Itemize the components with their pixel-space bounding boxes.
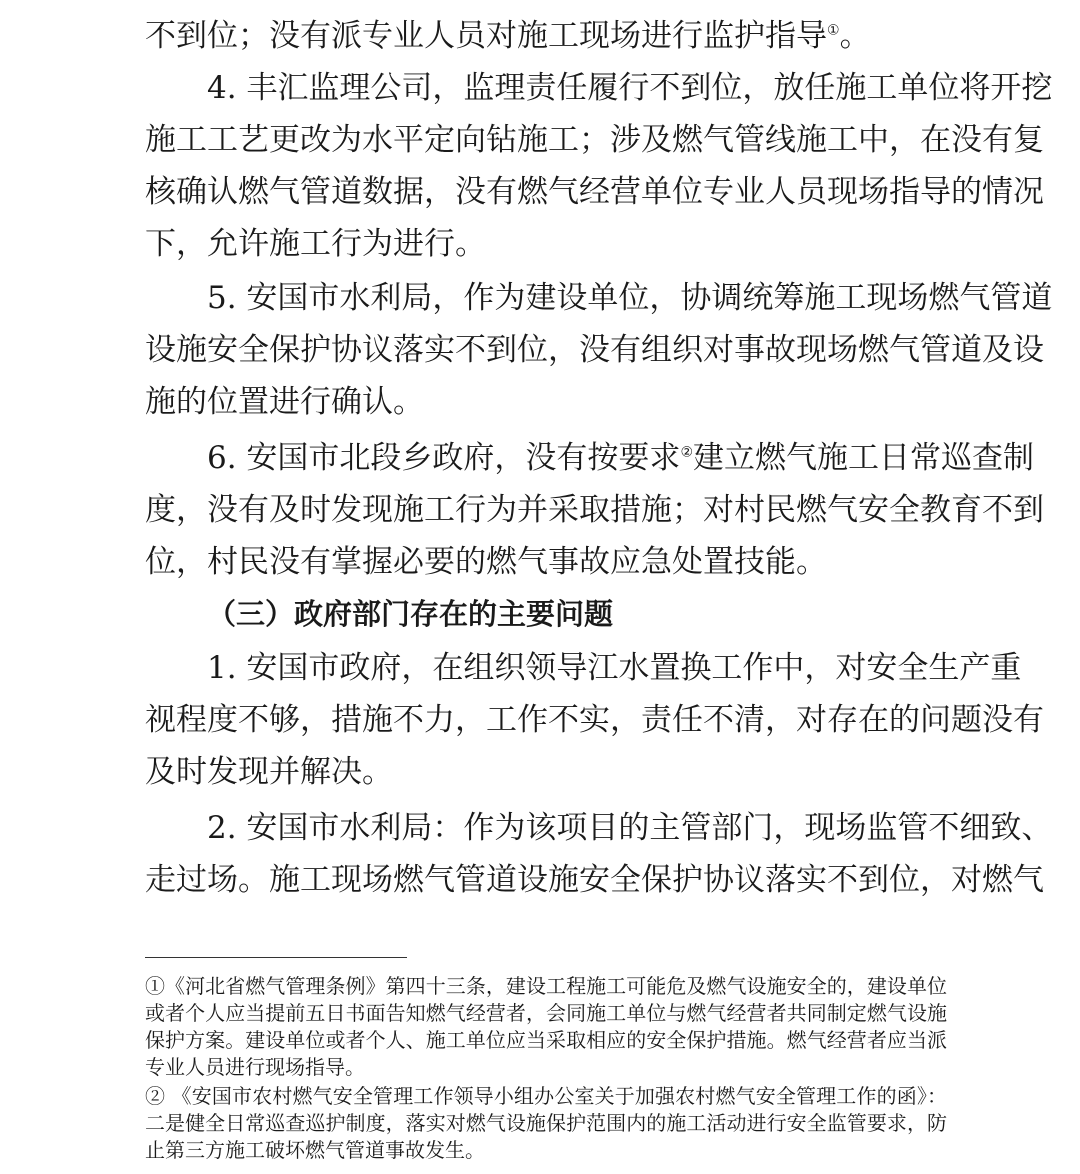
body-line-9: 6. 安国市北段乡政府，没有按要求②建立燃气施工日常巡查制 (207, 440, 1034, 476)
footnote-ref-1[interactable]: ① (827, 22, 840, 39)
body-line-10: 度，没有及时发现施工行为并采取措施；对村民燃气安全教育不到 (145, 492, 1044, 528)
footnote-2-line-1: ② 《安国市农村燃气安全管理工作领导小组办公室关于加强农村燃气安全管理工作的函》： (145, 1084, 947, 1108)
body-line-14: 视程度不够，措施不力，工作不实，责任不清，对存在的问题没有 (145, 702, 1044, 738)
footnote-2-line-2: 二是健全日常巡查巡护制度，落实对燃气设施保护范围内的施工活动进行安全监管要求，防 (145, 1111, 947, 1135)
footnote-divider (145, 957, 407, 958)
body-line-15: 及时发现并解决。 (145, 754, 393, 790)
body-line-4: 核确认燃气管道数据，没有燃气经营单位专业人员现场指导的情况 (145, 174, 1044, 210)
body-line-11: 位，村民没有掌握必要的燃气事故应急处置技能。 (145, 544, 827, 580)
body-line-5: 下，允许施工行为进行。 (145, 226, 486, 262)
body-line-2: 4. 丰汇监理公司，监理责任履行不到位，放任施工单位将开挖 (207, 70, 1053, 106)
footnote-2-line-3: 止第三方施工破坏燃气管道事故发生。 (145, 1138, 485, 1162)
body-line-16: 2. 安国市水利局：作为该项目的主管部门，现场监管不细致、 (207, 810, 1053, 846)
body-line-7: 设施安全保护协议落实不到位，没有组织对事故现场燃气管道及设 (145, 332, 1044, 368)
footnote-1-line-1: ①《河北省燃气管理条例》第四十三条，建设工程施工可能危及燃气设施安全的，建设单位 (145, 974, 947, 998)
section-heading: （三）政府部门存在的主要问题 (207, 597, 614, 631)
body-line-3: 施工工艺更改为水平定向钻施工；涉及燃气管线施工中，在没有复 (145, 122, 1044, 158)
footnote-1-line-4: 专业人员进行现场指导。 (145, 1055, 365, 1079)
body-line-8: 施的位置进行确认。 (145, 384, 424, 420)
body-line-1: 不到位；没有派专业人员对施工现场进行监护指导①。 (145, 18, 871, 54)
body-line-13: 1. 安国市政府，在组织领导江水置换工作中，对安全生产重 (207, 650, 1022, 686)
footnote-1-line-3: 保护方案。建设单位或者个人、施工单位应当采取相应的安全保护措施。燃气经营者应当派 (145, 1028, 947, 1052)
body-line-6: 5. 安国市水利局，作为建设单位，协调统筹施工现场燃气管道 (207, 280, 1053, 316)
footnote-ref-2[interactable]: ② (680, 444, 693, 461)
body-line-17: 走过场。施工现场燃气管道设施安全保护协议落实不到位，对燃气 (145, 862, 1044, 898)
footnote-1-line-2: 或者个人应当提前五日书面告知燃气经营者，会同施工单位与燃气经营者共同制定燃气设施 (145, 1001, 947, 1025)
